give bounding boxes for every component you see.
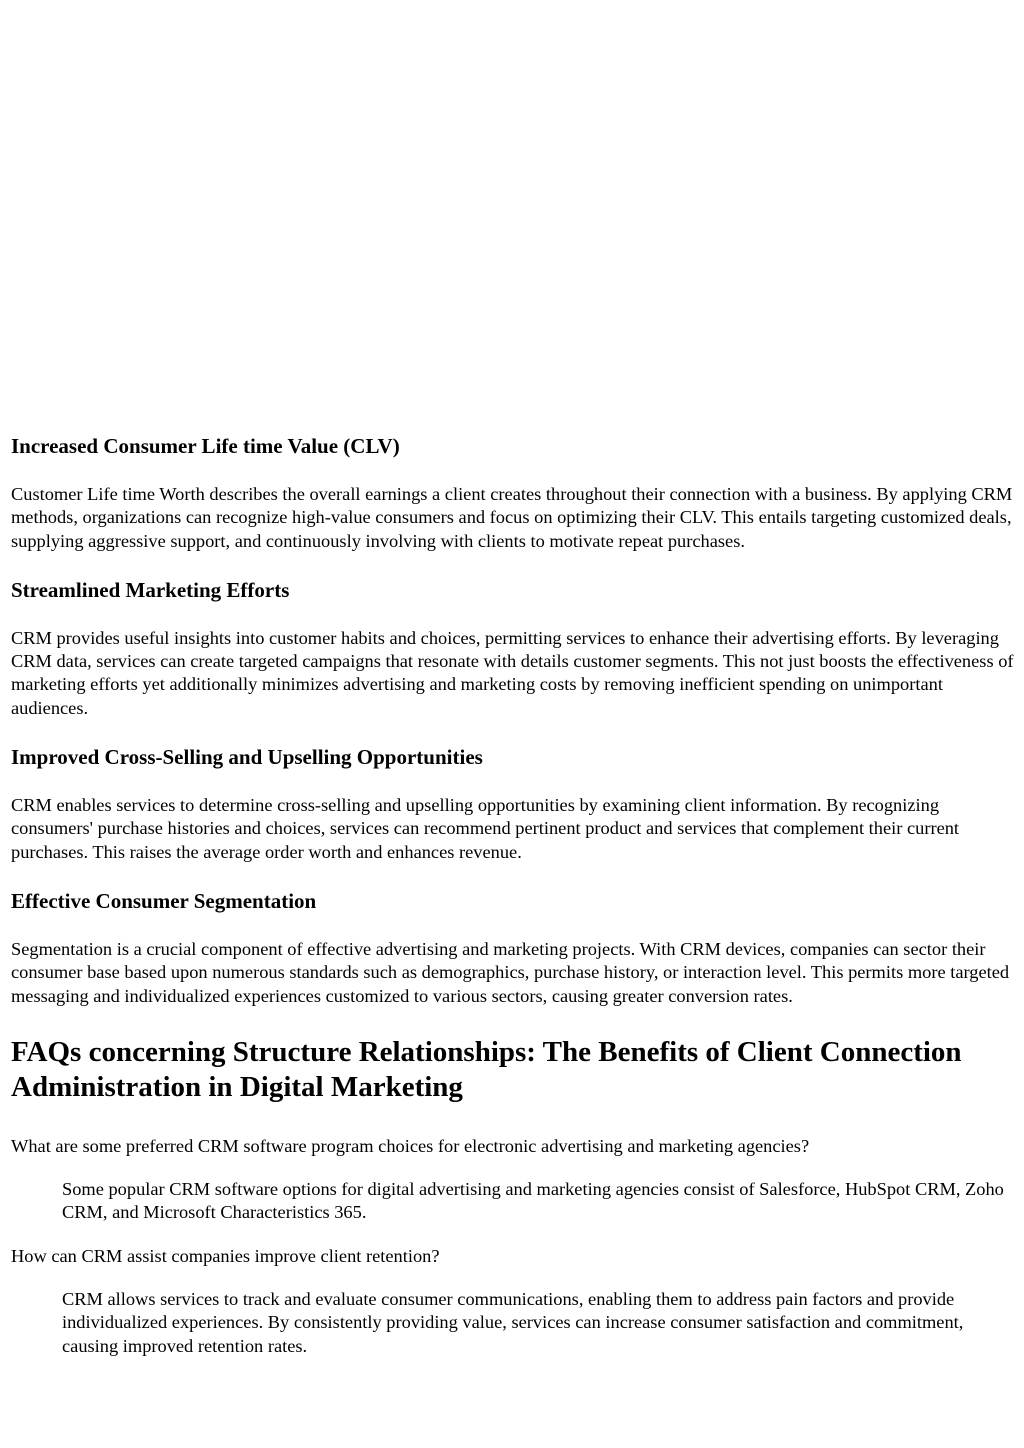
faq-answer: Some popular CRM software options for digital advertising and marketing agencies consist of Salesforce, HubSpot CRM, Zoho CRM, and Microsoft Characteristics 365. bbox=[62, 1179, 1004, 1223]
faq-title: FAQs concerning Structure Relationships: The Benefits of Client Connection Administration in Digital Marketing bbox=[11, 1035, 962, 1103]
faq-question: How can CRM assist companies improve client retention? bbox=[11, 1245, 440, 1266]
article-content bbox=[11, 430, 1014, 1358]
section-body-cross-selling: CRM enables services to determine cross-selling and upselling opportunities by examining client information. By recognizing consumers' purchase histories and choices, services can recommend pertinent product and services that complement their current purchases. This raises the average order worth and enhances revenue. bbox=[11, 795, 960, 862]
section-heading-marketing: Streamlined Marketing Efforts bbox=[11, 577, 290, 602]
faq-question: What are some preferred CRM software program choices for electronic advertising and marketing agencies? bbox=[11, 1135, 810, 1156]
section-heading-segmentation: Effective Consumer Segmentation bbox=[11, 888, 317, 913]
faq-answer: CRM allows services to track and evaluate consumer communications, enabling them to address pain factors and provide individualized experiences. By consistently providing value, services can increase consumer satisfaction and commitment, causing improved retention rates. bbox=[62, 1289, 964, 1356]
section-body-segmentation: Segmentation is a crucial component of effective advertising and marketing projects. With CRM devices, companies can sector their consumer base based upon numerous standards such as demographics, purchase history, or interaction level. This permits more targeted messaging and individualized experiences customized to various sectors, causing greater conversion rates. bbox=[11, 938, 1010, 1006]
section-heading-cross-selling: Improved Cross-Selling and Upselling Opportunities bbox=[11, 745, 483, 770]
section-body-marketing: CRM provides useful insights into customer habits and choices, permitting services to enhance their advertising efforts. By leveraging CRM data, services can create targeted campaigns that resonate with details customer segments. This not just boosts the effectiveness of marketing efforts yet additionally minimizes advertising and marketing costs by removing inefficient spending on unimportant audiences. bbox=[11, 627, 1014, 718]
section-body-clv: Customer Life time Worth describes the overall earnings a client creates throughout their connection with a business. By applying CRM methods, organizations can recognize high-value consumers and focus on optimizing their CLV. This entails targeting customized deals, supplying aggressive support, and continuously involving with clients to motivate repeat purchases. bbox=[11, 484, 1013, 551]
section-heading-clv: Increased Consumer Life time Value (CLV) bbox=[11, 434, 400, 458]
blank-image-area bbox=[0, 0, 1024, 420]
